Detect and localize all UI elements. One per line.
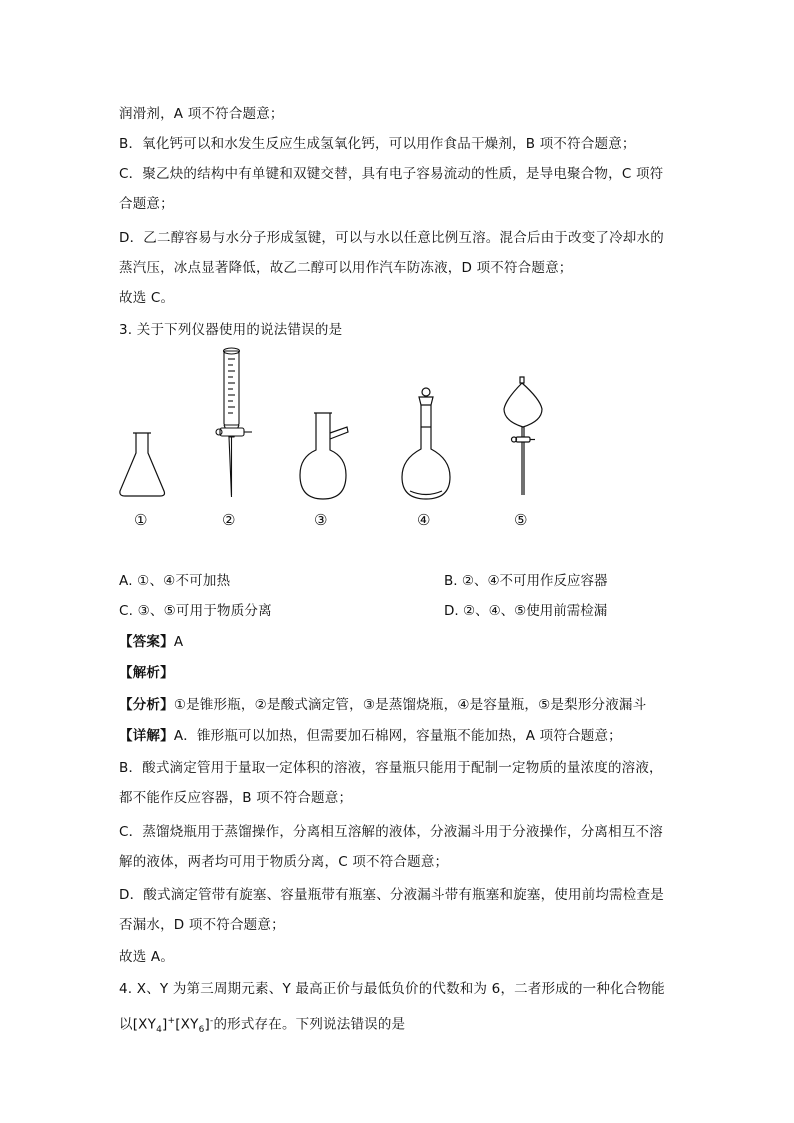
formula-subscript: 4 (156, 1025, 162, 1036)
option-b: B. ②、④不可用作反应容器 (444, 573, 608, 589)
volumetric-flask-icon (402, 388, 450, 499)
text-line: 蒸汽压，冰点显著降低，故乙二醇可以用作汽车防冻液，D 项不符合题意； (119, 260, 573, 276)
formula-part: [XY (175, 1016, 199, 1033)
option-d: D. ②、④、⑤使用前需检漏 (444, 603, 608, 619)
answer-line (119, 632, 183, 652)
analysis-label: 【解析】 (119, 665, 174, 681)
text-line: D．乙二醇容易与水分子形成氢键，可以与水以任意比例互溶。混合后由于改变了冷却水的 (119, 230, 664, 246)
formula-part: ] (204, 1016, 210, 1033)
formula-superscript: - (210, 1016, 214, 1026)
fenxi-tag: 【分析】 (119, 697, 174, 713)
question-3-stem: 3. 关于下列仪器使用的说法错误的是 (119, 322, 343, 338)
option-a: A. ①、④不可加热 (119, 573, 231, 589)
text-line: B．酸式滴定管用于量取一定体积的溶液，容量瓶只能用于配制一定物质的量浓度的溶液， (119, 760, 663, 776)
question-4-stem-cont (119, 1011, 405, 1040)
fenxi-text: ①是锥形瓶，②是酸式滴定管，③是蒸馏烧瓶，④是容量瓶，⑤是梨形分液漏斗 (173, 697, 647, 713)
apparatus-label-4: ④ (417, 511, 431, 529)
text-line: 润滑剂，A 项不符合题意； (119, 106, 284, 122)
detail-a-text: A．锥形瓶可以加热，但需要加石棉网，容量瓶不能加热，A 项符合题意； (173, 728, 622, 744)
text-line: B．氧化钙可以和水发生反应生成氢氧化钙，可以用作食品干燥剂，B 项不符合题意； (119, 136, 636, 152)
detail-tag: 【详解】 (119, 728, 174, 744)
analysis-tag (119, 663, 174, 683)
text-line: D．酸式滴定管带有旋塞、容量瓶带有瓶塞、分液漏斗带有瓶塞和旋塞，使用前均需检查是 (119, 887, 664, 903)
question-4-stem: 4. X、Y 为第三周期元素、Y 最高正价与最低负价的代数和为 6，二者形成的一种化合物能 (119, 981, 665, 997)
apparatus-label-3: ③ (314, 511, 328, 529)
distillation-flask-icon (300, 413, 348, 499)
acid-burette-icon (216, 348, 252, 497)
apparatus-label-2: ② (222, 511, 236, 529)
answer-tag: 【答案】 (119, 634, 174, 650)
apparatus-label-1: ① (134, 511, 148, 529)
formula-part: 的形式存在。下列说法错误的是 (213, 1016, 406, 1033)
detail-line (119, 726, 622, 746)
answer-value: A (173, 634, 184, 650)
fenxi-line (119, 695, 646, 715)
apparatus-figure (110, 345, 560, 535)
formula-part: 以[XY (119, 1016, 157, 1033)
conical-flask-icon (120, 433, 165, 496)
text-line: 都不能作反应容器，B 项不符合题意； (119, 790, 353, 806)
option-c: C. ③、⑤可用于物质分离 (119, 603, 272, 619)
text-line: C．蒸馏烧瓶用于蒸馏操作，分离相互溶解的液体，分液漏斗用于分液操作，分离相互不溶 (119, 824, 663, 840)
formula-superscript: + (167, 1016, 176, 1026)
conclusion-line: 故选 A。 (119, 949, 175, 965)
text-line: 解的液体，两者均可用于物质分离，C 项不符合题意； (119, 854, 449, 870)
text-line: 合题意； (119, 196, 174, 212)
text-line: C．聚乙炔的结构中有单键和双键交替，具有电子容易流动的性质，是导电聚合物，C 项符 (119, 166, 664, 182)
apparatus-label-5: ⑤ (514, 511, 528, 529)
separatory-funnel-icon (504, 377, 542, 495)
formula-subscript: 6 (198, 1025, 205, 1036)
conclusion-line: 故选 C。 (119, 290, 175, 306)
formula-part: ] (162, 1016, 168, 1033)
text-line: 否漏水，D 项不符合题意； (119, 917, 285, 933)
